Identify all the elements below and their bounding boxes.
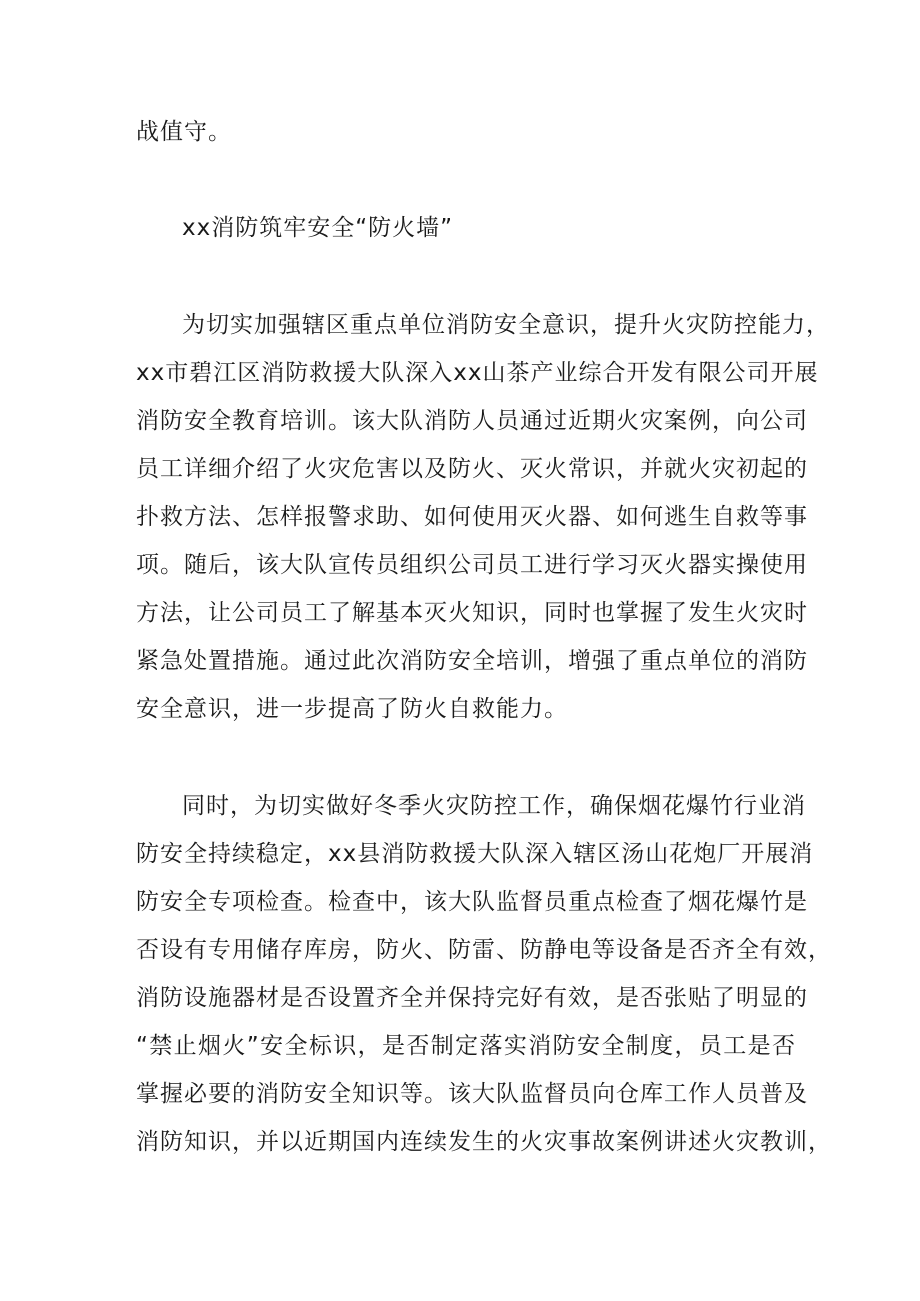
paragraph-2-line-1: 同时，为切实做好冬季火灾防控工作，确保烟花爆竹行业消 [182,793,806,819]
paragraph-1-line-9: 安全意识，进一步提高了防火自救能力。 [136,696,568,722]
paragraph-2-line-5: 消防设施器材是否设置齐全并保持完好有效，是否张贴了明显的 [136,985,808,1011]
paragraph-1-line-3: 消防安全教育培训。该大队消防人员通过近期火灾案例，向公司 [136,408,808,434]
paragraph-2-line-8: 消防知识，并以近期国内连续发生的火灾事故案例讲述火灾教训， [136,1129,832,1155]
paragraph-1-line-4: 员工详细介绍了火灾危害以及防火、灭火常识，并就火灾初起的 [136,456,808,482]
paragraph-1-line-5: 扑救方法、怎样报警求助、如何使用灭火器、如何逃生自救等事 [136,504,808,530]
paragraph-1-line-7: 方法，让公司员工了解基本灭火知识，同时也掌握了发生火灾时 [136,600,808,626]
paragraph-1-line-6: 项。随后，该大队宣传员组织公司员工进行学习灭火器实操使用 [136,552,808,578]
paragraph-1-line-8: 紧急处置措施。通过此次消防安全培训，增强了重点单位的消防 [136,648,808,674]
paragraph-2-line-6: “禁止烟火”安全标识，是否制定落实消防安全制度，员工是否 [136,1033,796,1059]
paragraph-2-line-7: 掌握必要的消防安全知识等。该大队监督员向仓库工作人员普及 [136,1081,808,1107]
text-line: 战值守。 [136,119,232,145]
paragraph-2-line-4: 否设有专用储存库房，防火、防雷、防静电等设备是否齐全有效， [136,937,832,963]
paragraph-2-line-3: 防安全专项检查。检查中，该大队监督员重点检查了烟花爆竹是 [136,889,808,915]
paragraph-1-line-2: xx市碧江区消防救援大队深入xx山茶产业综合开发有限公司开展 [136,360,819,386]
paragraph-1-line-1: 为切实加强辖区重点单位消防安全意识，提升火灾防控能力， [182,312,830,338]
section-heading: xx消防筑牢安全“防火墙” [182,215,454,241]
paragraph-2-line-2: 防安全持续稳定，xx县消防救援大队深入辖区汤山花炮厂开展消 [136,841,814,867]
